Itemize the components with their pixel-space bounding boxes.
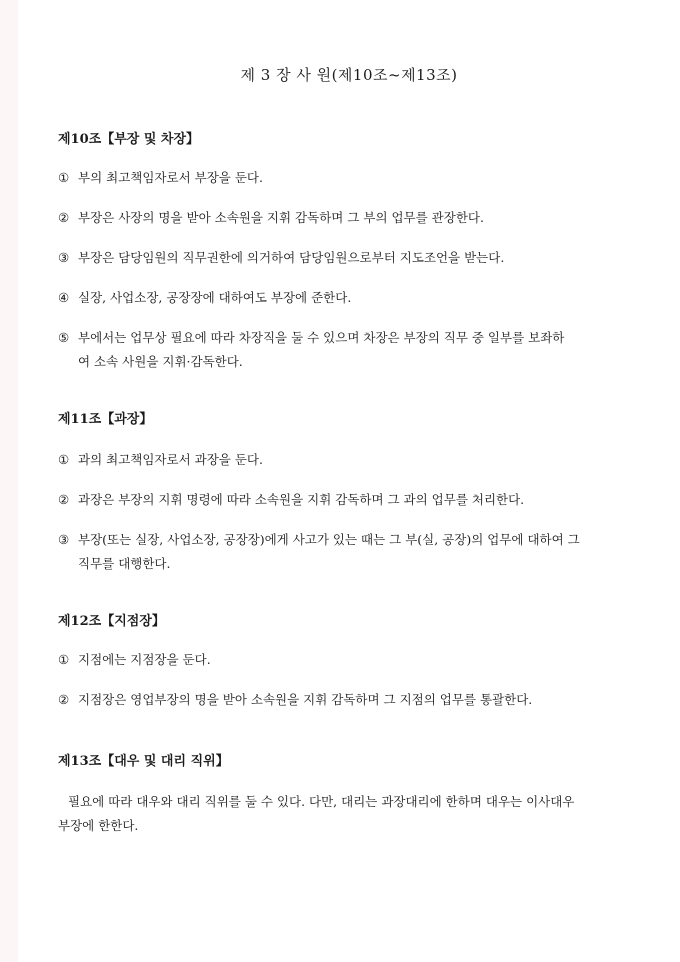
article-12-item-2 [58,688,643,712]
item-number: ② [58,492,70,507]
article-11-item-1 [58,448,643,472]
article-11-item-2 [58,488,643,512]
item-number: ④ [58,290,70,305]
item-text-continued: 직무를 대행한다. [78,556,171,571]
paragraph-line: 필요에 따라 대우와 대리 직위를 둘 수 있다. 다만, 대리는 과장대리에 한하며 대우는 이사대우 [68,794,575,809]
article-10-item-4 [58,286,643,310]
article-10-item-2 [58,206,643,230]
item-text: 부에서는 업무상 필요에 따라 차장직을 둘 수 있으며 차장은 부장의 직무 중 일부를 보좌하 [78,330,565,345]
article-10-item-5 [58,326,643,374]
item-number: ⑤ [58,330,70,345]
article-13-heading: 제13조【대우 및 대리 직위】 [58,754,229,769]
item-text: 지점에는 지점장을 둔다. [78,652,211,667]
item-text: 과의 최고책임자로서 과장을 둔다. [78,452,263,467]
item-text: 지점장은 영업부장의 명을 받아 소속원을 지휘 감독하며 그 지점의 업무를 통괄한다. [78,692,533,707]
item-number: ③ [58,250,70,265]
article-11-item-3 [58,528,643,576]
item-text: 실장, 사업소장, 공장장에 대하여도 부장에 준한다. [78,290,352,305]
item-text: 부장(또는 실장, 사업소장, 공장장)에게 사고가 있는 때는 그 부(실, 공장)의 업무에 대하여 그 [78,532,580,547]
article-12-heading: 제12조【지점장】 [58,614,165,629]
item-text: 과장은 부장의 지휘 명령에 따라 소속원을 지휘 감독하며 그 과의 업무를 처리한다. [78,492,525,507]
chapter-title: 제 3 장 사 원(제10조~제13조) [240,66,458,84]
article-11-heading: 제11조【과장】 [58,412,153,427]
item-text: 부장은 담당임원의 직무권한에 의거하여 담당임원으로부터 지도조언을 받는다. [78,250,505,265]
article-12-item-1 [58,648,643,672]
article-13-paragraph [58,790,648,838]
item-number: ② [58,210,70,225]
item-number: ① [58,170,70,185]
item-text: 부장은 사장의 명을 받아 소속원을 지휘 감독하며 그 부의 업무를 관장한다. [78,210,484,225]
item-number: ① [58,652,70,667]
item-number: ② [58,692,70,707]
article-10-item-1 [58,166,643,190]
item-number: ③ [58,532,70,547]
article-10-heading: 제10조【부장 및 차장】 [58,132,200,147]
item-text: 부의 최고책임자로서 부장을 둔다. [78,170,263,185]
paragraph-line: 부장에 한한다. [58,818,139,833]
article-10-item-3 [58,246,643,270]
item-text-continued: 여 소속 사원을 지휘·감독한다. [78,354,243,369]
document-page [18,0,680,962]
item-number: ① [58,452,70,467]
